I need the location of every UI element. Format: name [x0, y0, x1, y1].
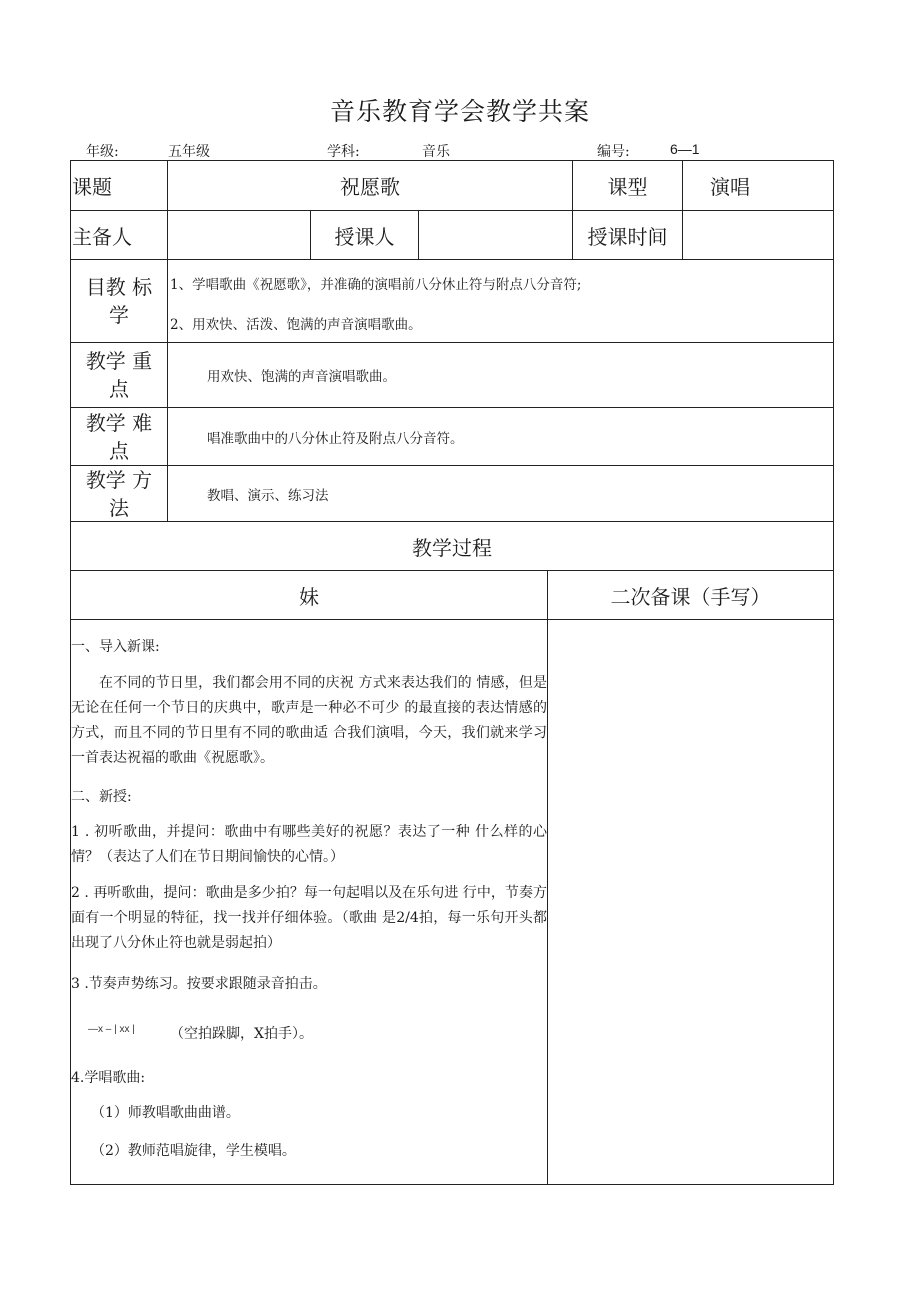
teacher-value [421, 211, 571, 259]
objectives-label [71, 260, 167, 342]
method-value: 教唱、演示、练习法 [207, 487, 329, 504]
process-col-left-title: 妹 [299, 584, 319, 609]
key-point-label-line1: 教学 重 [85, 349, 153, 373]
section-1-title: 一、导入新课: [71, 639, 160, 655]
step-4: 4.学唱歌曲: [71, 1070, 146, 1086]
rhythm-instruction: （空拍跺脚，X拍手）。 [170, 1026, 313, 1042]
page-title: 音乐教育学会教学共案 [329, 97, 590, 126]
topic-label: 课题 [72, 175, 112, 199]
subject-value: 音乐 [422, 144, 450, 160]
lesson-type-value: 演唱 [710, 175, 750, 199]
section-1-paragraph: 在不同的节日里，我们都会用不同的庆祝 方式来表达我们的 情感，但是无论在任何一个节日的庆典中，歌声是一种必不可少 的最直接的表达情感的方式，而且不同的节日里有不同的歌曲适 合我们演唱，今天，我们就来学习一首表达祝福的歌曲《祝愿歌》。 [71, 675, 547, 766]
teacher-label: 授课人 [334, 224, 395, 249]
difficulty-label-line2: 点 [109, 438, 129, 463]
process-title: 教学过程 [412, 535, 492, 560]
step-4-1: （1）师教唱歌曲曲谱。 [91, 1105, 240, 1121]
method-label [71, 466, 167, 521]
process-col-right-title: 二次备课（手写） [610, 584, 771, 609]
class-time-label: 授课时间 [587, 224, 668, 249]
subject-label: 学科: [327, 144, 360, 160]
number-value: 6—1 [670, 141, 700, 157]
key-point-label-line2: 点 [109, 377, 129, 401]
class-time-value [685, 211, 830, 259]
section-2-title: 二、新授: [71, 789, 132, 805]
method-label-line1: 教学 方 [85, 467, 153, 492]
rhythm-notation: —x – | xx | [88, 1024, 135, 1035]
step-4-2: （2）教师范唱旋律，学生模唱。 [91, 1143, 296, 1159]
difficulty-label-line1: 教学 难 [85, 410, 153, 435]
method-label-line2: 法 [109, 495, 129, 520]
key-point-label [71, 343, 167, 407]
grade-value: 五年级 [168, 144, 210, 160]
difficulty-label [71, 408, 167, 465]
step-2: 2 . 再听歌曲，提问：歌曲是多少拍？每一句起唱以及在乐句进 行中，节奏方面有一个明显的特征，找一找并仔细体验。（歌曲 是2/4拍，每一乐句开头都出现了八分休止符也就是弱起拍） [71, 885, 547, 951]
number-label: 编号: [597, 144, 630, 160]
objectives-label-line1: 目教 标 [85, 275, 153, 299]
objective-2: 2、用欢快、活泼、饱满的声音演唱歌曲。 [170, 317, 422, 333]
step-1: 1 . 初听歌曲，并提问：歌曲中有哪些美好的祝愿？表达了一种 什么样的心情？（表达了人们在节日期间愉快的心情。） [71, 824, 547, 865]
key-point-value: 用欢快、饱满的声音演唱歌曲。 [207, 369, 396, 385]
difficulty-value: 唱准歌曲中的八分休止符及附点八分音符。 [207, 430, 464, 447]
lesson-type-label: 课型 [607, 175, 648, 199]
objectives-label-line2: 学 [109, 303, 129, 327]
step-3: 3 .节奏声势练习。按要求跟随录音拍击。 [71, 976, 327, 992]
topic-value: 祝愿歌 [340, 175, 400, 199]
preparer-value [170, 211, 308, 259]
grade-label: 年级: [86, 144, 119, 160]
preparer-label: 主备人 [72, 224, 132, 249]
objective-1: 1、学唱歌曲《祝愿歌》，并准确的演唱前八分休止符与附点八分音符; [170, 277, 582, 293]
